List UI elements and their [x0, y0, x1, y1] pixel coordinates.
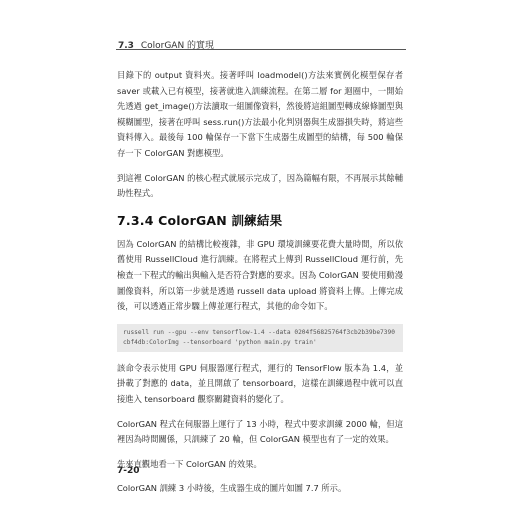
header-section-title: ColorGAN 的實現: [140, 41, 215, 51]
paragraph-russellcloud: 因為 ColorGAN 的結構比較複雜，非 GPU 環境訓練要花費大量時間，所以依舊使用 RussellCloud 進行訓練。在將程式上傳到 RussellCloud 運行前，先檢查一下程式的輸出與輸入是否符合對應的要求。因為 ColorGAN 要使用動漫圖像資料，所以第一步就是透過 russell data upload 將資料上傳。上傳完成後，可以透過正常步驟上傳並運行程式，其他的命令如下。: [117, 238, 403, 312]
paragraph-figure-reference: ColorGAN 訓練 3 小時後，生成器生成的圖片如圖 7.7 所示。: [117, 483, 347, 494]
header-section-number: 7.3: [118, 41, 134, 51]
code-block-command: russell run --gpu --env tensorflow-1.4 --data 0204f56825764f3cb2b39be7390cbf4db:ColorImg --tensorboard 'python main.py train': [117, 324, 403, 352]
page-number: 7-20: [117, 466, 140, 476]
paragraph-look-results: 先來直觀地看一下 ColorGAN 的效果。: [117, 458, 262, 469]
page-body: [117, 68, 403, 506]
paragraph-training-loop: 目錄下的 output 資料夾。接著呼叫 loadmodel()方法來實例化模型保存者 saver 或載入已有模型，接著就進入訓練流程。在第二層 for 迴圈中，一開始先透過 get_image()方法讀取一組圖像資料，然後將這組圖型轉成線條圖型與模糊圖型，接著在呼叫 sess.run()方法最小化判別器與生成器損失時，將這些資料傳入。最後每 100 輪保存一下當下生成器生成圖型的結構，每 500 輪保存一下 ColorGAN 對應模型。: [117, 70, 403, 158]
subsection-heading: 7.3.4 ColorGAN 訓練結果: [117, 212, 283, 228]
paragraph-command-explanation: 該命令表示使用 GPU 伺服器運行程式，運行的 TensorFlow 版本為 1.4，並掛載了對應的 data，並且開啟了 tensorboard，這樣在訓練過程中就可以直接進入 tensorboard 觀察關鍵資料的變化了。: [117, 362, 403, 404]
header-divider: [116, 49, 406, 50]
paragraph-training-hours: ColorGAN 程式在伺服器上運行了 13 小時，程式中要求訓練 2000 輪，但這裡因為時間關係，只訓練了 20 輪，但 ColorGAN 模型也有了一定的效果。: [117, 418, 403, 445]
paragraph-core-complete: 到這裡 ColorGAN 的核心程式就展示完成了，因為篇幅有限，不再展示其餘輔助性程式。: [117, 172, 403, 199]
